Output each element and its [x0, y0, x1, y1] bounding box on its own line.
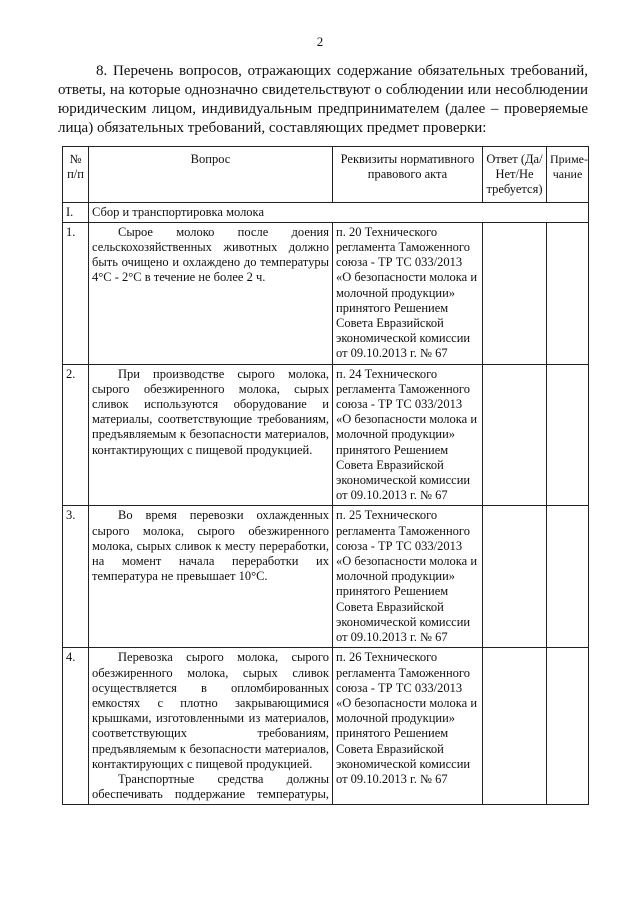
question-paragraph: Во время перевозки охлажденных сырого молока, сырого обезжиренного молока, сырых сливок к месту переработки, на момент начала переработки их температура не превышает 10°С. — [92, 508, 329, 584]
reference-line: экономической комиссии — [336, 331, 471, 346]
reference-line: «О безопасности молока и — [336, 270, 478, 285]
question-paragraph: При производстве сырого молока, сырого обезжиренного молока, сырых сливок используются оборудование и материалы, соответствующие требованиям, предъявляемым к безопасности материалов, контактирующих с пищевой продукцией. — [92, 366, 329, 457]
reference-line: регламента Таможенного — [336, 381, 470, 396]
row-answer-cell[interactable] — [483, 364, 547, 506]
reference-line: союза - ТР ТС 033/2013 — [336, 680, 463, 695]
intro-text: 8. Перечень вопросов, отражающих содержание обязательных требований, ответы, на которые однозначно свидетельствуют о соблюдении или несоблюдении юридическим лицом, индивидуальным предпринимателем (далее – проверяемые лица) обязательных требований, составляющих предмет проверки: — [58, 63, 588, 136]
section-number: I. — [63, 202, 89, 222]
row-question — [89, 648, 333, 805]
row-note-cell[interactable] — [547, 364, 589, 506]
row-question — [89, 506, 333, 648]
header-number: № п/п — [63, 147, 89, 203]
reference-line: п. 20 Технического — [336, 224, 438, 239]
reference-line: молочной продукции» — [336, 285, 456, 300]
row-number: 1. — [63, 222, 89, 364]
row-note-cell[interactable] — [547, 506, 589, 648]
reference-line: экономической комиссии — [336, 756, 471, 771]
header-note: Приме- чание — [547, 147, 589, 203]
row-reference — [333, 222, 483, 364]
section-row — [63, 202, 589, 222]
reference-line: регламента Таможенного — [336, 240, 470, 255]
reference-line: от 09.10.2013 г. № 67 — [336, 346, 448, 361]
row-reference — [333, 506, 483, 648]
row-question — [89, 364, 333, 506]
table-row — [63, 506, 589, 648]
table-header-row — [63, 147, 589, 203]
reference-line: Совета Евразийской — [336, 741, 444, 756]
reference-line: союза - ТР ТС 033/2013 — [336, 397, 463, 412]
row-answer-cell[interactable] — [483, 222, 547, 364]
reference-line: молочной продукции» — [336, 427, 456, 442]
header-reference: Реквизиты нормативного правового акта — [333, 147, 483, 203]
reference-line: Совета Евразийской — [336, 599, 444, 614]
requirements-table — [62, 146, 589, 805]
reference-line: экономической комиссии — [336, 473, 471, 488]
row-note-cell[interactable] — [547, 222, 589, 364]
row-note-cell[interactable] — [547, 648, 589, 805]
reference-line: молочной продукции» — [336, 569, 456, 584]
reference-line: экономической комиссии — [336, 614, 471, 629]
reference-line: принятого Решением — [336, 726, 449, 741]
reference-line: п. 25 Технического — [336, 508, 438, 523]
reference-line: союза - ТР ТС 033/2013 — [336, 538, 463, 553]
row-answer-cell[interactable] — [483, 648, 547, 805]
page-number: 2 — [316, 34, 324, 49]
question-paragraph: Перевозка сырого молока, сырого обезжиренного молока, сырых сливок осуществляется в опломбированных емкостях с плотно закрывающимися крышками, изготовленными из материалов, соответствующих требованиям, предъявляемым к безопасности материалов, контактирующих с пищевой продукцией. — [92, 650, 329, 771]
reference-line: принятого Решением — [336, 584, 449, 599]
row-number: 4. — [63, 648, 89, 805]
table-row — [63, 648, 589, 805]
reference-line: принятого Решением — [336, 442, 449, 457]
table-row — [63, 364, 589, 506]
row-number: 3. — [63, 506, 89, 648]
section-title: Сбор и транспортировка молока — [89, 202, 589, 222]
question-paragraph: Транспортные средства должны обеспечивать поддержание температуры, — [92, 771, 329, 802]
reference-line: Совета Евразийской — [336, 316, 444, 331]
reference-line: союза - ТР ТС 033/2013 — [336, 255, 463, 270]
reference-line: регламента Таможенного — [336, 665, 470, 680]
reference-line: регламента Таможенного — [336, 523, 470, 538]
reference-line: п. 24 Технического — [336, 366, 438, 381]
row-number: 2. — [63, 364, 89, 506]
reference-line: от 09.10.2013 г. № 67 — [336, 488, 448, 503]
row-reference — [333, 648, 483, 805]
row-reference — [333, 364, 483, 506]
reference-line: от 09.10.2013 г. № 67 — [336, 771, 448, 786]
reference-line: Совета Евразийской — [336, 457, 444, 472]
header-question: Вопрос — [89, 147, 333, 203]
reference-line: п. 26 Технического — [336, 650, 438, 665]
header-answer: Ответ (Да/ Нет/Не требуется) — [483, 147, 547, 203]
row-answer-cell[interactable] — [483, 506, 547, 648]
reference-line: молочной продукции» — [336, 711, 456, 726]
reference-line: «О безопасности молока и — [336, 412, 478, 427]
table-row — [63, 222, 589, 364]
reference-line: «О безопасности молока и — [336, 695, 478, 710]
question-paragraph: Сырое молоко после доения сельскохозяйственных животных должно быть очищено и охлаждено до температуры 4°С - 2°С в течение не более 2 ч. — [92, 224, 329, 285]
intro-paragraph — [58, 62, 588, 138]
reference-line: «О безопасности молока и — [336, 554, 478, 569]
reference-line: принятого Решением — [336, 300, 449, 315]
reference-line: от 09.10.2013 г. № 67 — [336, 630, 448, 645]
row-question — [89, 222, 333, 364]
